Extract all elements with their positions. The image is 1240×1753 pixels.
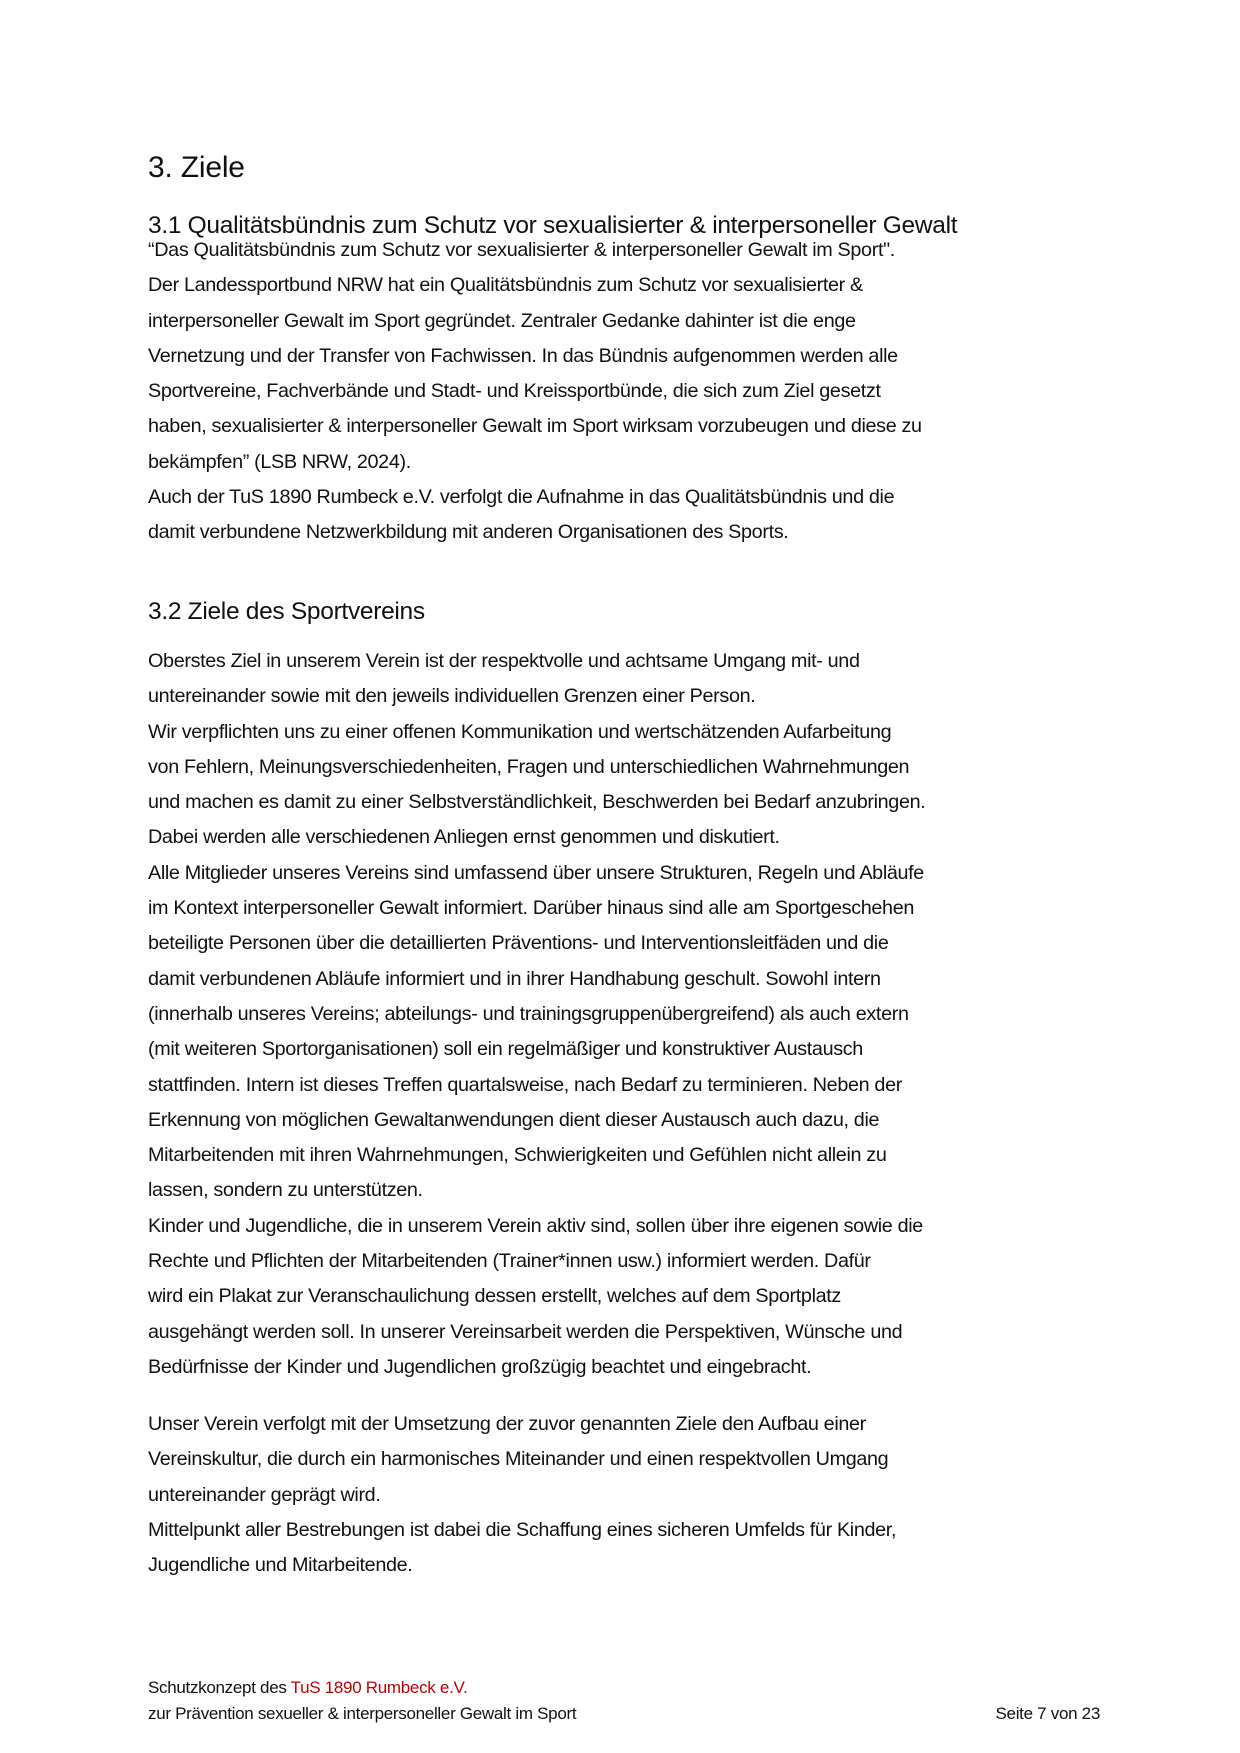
text-line: Vernetzung und der Transfer von Fachwissen. In das Bündnis aufgenommen werden alle [148, 344, 898, 367]
footer-line-2 [148, 1701, 1100, 1727]
page-number: Seite 7 von 23 [995, 1704, 1100, 1723]
text-line: von Fehlern, Meinungsverschiedenheiten, Fragen und unterschiedlichen Wahrnehmungen [148, 755, 910, 778]
text-line: Erkennung von möglichen Gewaltanwendungen dient dieser Austausch auch dazu, die [148, 1108, 880, 1131]
footer-title [148, 1675, 467, 1701]
text-line: Alle Mitglieder unseres Vereins sind umfassend über unsere Strukturen, Regeln und Abläufe [148, 861, 924, 884]
text-line: haben, sexualisierter & interpersoneller Gewalt im Sport wirksam vorzubeugen und diese zu [148, 415, 922, 438]
text-line: Auch der TuS 1890 Rumbeck e.V. verfolgt die Aufnahme in das Qualitätsbündnis und die [148, 486, 895, 509]
footer-subtitle: zur Prävention sexueller & interpersoneller Gewalt im Sport [148, 1704, 577, 1723]
text-line: wird ein Plakat zur Veranschaulichung dessen erstellt, welches auf dem Sportplatz [148, 1285, 841, 1308]
text-line: und machen es damit zu einer Selbstverständlichkeit, Beschwerden bei Bedarf anzubringen. [148, 791, 926, 814]
text-line: interpersoneller Gewalt im Sport gegründet. Zentraler Gedanke dahinter ist die enge [148, 309, 856, 332]
text-line: ausgehängt werden soll. In unserer Vereinsarbeit werden die Perspektiven, Wünsche und [148, 1320, 903, 1343]
text-line: Mittelpunkt aller Bestrebungen ist dabei die Schaffung eines sicheren Umfelds für Kinder, [148, 1518, 897, 1541]
text-line: Sportvereine, Fachverbände und Stadt- und Kreissportbünde, die sich zum Ziel gesetzt [148, 380, 881, 403]
text-line: damit verbundene Netzwerkbildung mit anderen Organisationen des Sports. [148, 521, 789, 544]
text-line: Dabei werden alle verschiedenen Anliegen ernst genommen und diskutiert. [148, 826, 780, 849]
text-line: Unser Verein verfolgt mit der Umsetzung der zuvor genannten Ziele den Aufbau einer [148, 1413, 866, 1435]
text-line: Wir verpflichten uns zu einer offenen Kommunikation und wertschätzenden Aufarbeitung [148, 720, 892, 743]
text-line: im Kontext interpersoneller Gewalt informiert. Darüber hinaus sind alle am Sportgeschehen [148, 897, 914, 920]
text-line: Jugendliche und Mitarbeitende. [148, 1554, 413, 1577]
text-line: lassen, sondern zu unterstützen. [148, 1179, 423, 1202]
text-line: Vereinskultur, die durch ein harmonisches Miteinander und einen respektvollen Umgang [148, 1448, 889, 1471]
text-line: beteiligte Personen über die detaillierten Präventions- und Interventionsleitfäden und die [148, 932, 889, 955]
text-line: stattfinden. Intern ist dieses Treffen quartalsweise, nach Bedarf zu terminieren. Neben der [148, 1073, 902, 1096]
text-line: Rechte und Pflichten der Mitarbeitenden (Trainer*innen usw.) informiert werden. Dafür [148, 1250, 871, 1273]
page-footer [148, 1675, 1100, 1727]
paragraph-ziele-sportverein [148, 644, 1108, 1385]
text-line: untereinander sowie mit den jeweils individuellen Grenzen einer Person. [148, 685, 756, 708]
text-line: “Das Qualitätsbündnis zum Schutz vor sexualisierter & interpersoneller Gewalt im Sport". [148, 239, 895, 261]
footer-line-1 [148, 1675, 1100, 1701]
club-name: TuS 1890 Rumbeck e.V. [290, 1678, 468, 1697]
text-line: untereinander geprägt wird. [148, 1483, 381, 1506]
text-line: Bedürfnisse der Kinder und Jugendlichen großzügig beachtet und eingebracht. [148, 1355, 812, 1378]
text-line: Der Landessportbund NRW hat ein Qualitätsbündnis zum Schutz vor sexualisierter & [148, 274, 863, 297]
footer-prefix: Schutzkonzept des [148, 1678, 291, 1697]
paragraph-vereinskultur [148, 1407, 1108, 1583]
text-line: bekämpfen” (LSB NRW, 2024). [148, 450, 411, 473]
section-heading-3-2: 3.2 Ziele des Sportvereins [148, 598, 425, 625]
text-line: Kinder und Jugendliche, die in unserem Verein aktiv sind, sollen über ihre eigenen sowie die [148, 1214, 923, 1237]
text-line: (innerhalb unseres Vereins; abteilungs- und trainingsgruppenübergreifend) als auch extern [148, 1002, 909, 1025]
text-line: Oberstes Ziel in unserem Verein ist der respektvolle und achtsame Umgang mit- und [148, 650, 860, 672]
paragraph-qualitaetsbuendnis [148, 233, 1108, 551]
section-heading-3-1: 3.1 Qualitätsbündnis zum Schutz vor sexualisierter & interpersoneller Gewalt [148, 212, 958, 239]
text-line: Mitarbeitenden mit ihren Wahrnehmungen, Schwierigkeiten und Gefühlen nicht allein zu [148, 1144, 887, 1167]
page-title: 3. Ziele [148, 151, 245, 184]
text-line: (mit weiteren Sportorganisationen) soll ein regelmäßiger und konstruktiver Austausch [148, 1038, 863, 1061]
text-line: damit verbundenen Abläufe informiert und in ihrer Handhabung geschult. Sowohl intern [148, 967, 881, 990]
